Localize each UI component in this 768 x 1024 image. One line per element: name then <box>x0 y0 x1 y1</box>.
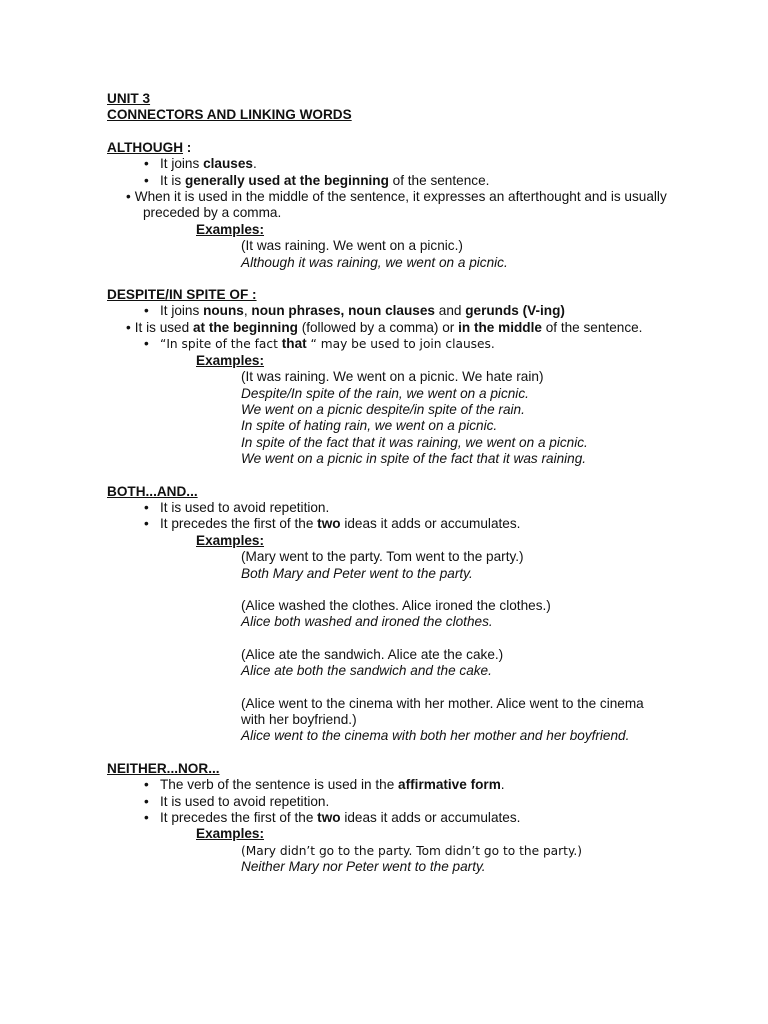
examples-label: Examples: <box>196 352 265 368</box>
bullet-icon: • <box>144 172 149 188</box>
bullet-item: • It is used to avoid repetition. <box>144 499 330 515</box>
example-line: Neither Mary nor Peter went to the party. <box>241 859 486 875</box>
example-line: (Alice ate the sandwich. Alice ate the cake.) <box>241 646 504 662</box>
example-line: (It was raining. We went on a picnic. We hate rain) <box>241 369 544 385</box>
bullet-item: • It joins nouns, noun phrases, noun clauses and gerunds (V-ing) <box>144 303 565 319</box>
bullet-icon: • <box>144 303 149 319</box>
examples-label: Examples: <box>196 826 265 842</box>
section-heading: BOTH...AND... <box>107 483 198 499</box>
section-heading: DESPITE/IN SPITE OF : <box>107 287 257 303</box>
example-line: We went on a picnic despite/in spite of the rain. <box>241 401 525 417</box>
example-line: (Alice went to the cinema with her mother. Alice went to the cinema <box>241 695 644 711</box>
section-heading: NEITHER...NOR... <box>107 760 220 776</box>
bullet-item: • When it is used in the middle of the sentence, it expresses an afterthought and is usually preceded by a comma. <box>126 189 667 221</box>
bullet-item: • It precedes the first of the two ideas it adds or accumulates. <box>144 810 521 826</box>
section-neither-nor <box>107 761 667 876</box>
example-line: Alice both washed and ironed the clothes. <box>241 614 493 630</box>
example-line: Alice went to the cinema with both her mother and her boyfriend. <box>241 728 630 744</box>
example-line: (It was raining. We went on a picnic.) <box>241 238 463 254</box>
bullet-icon: • <box>144 336 149 352</box>
bullet-icon: • <box>144 777 149 793</box>
bullet-icon: • <box>126 319 131 335</box>
bullet-icon: • <box>126 189 131 205</box>
bullet-item: • It precedes the first of the two ideas it adds or accumulates. <box>144 516 521 532</box>
section-despite <box>107 287 667 467</box>
bullet-icon: • <box>144 499 149 515</box>
example-line: Alice ate both the sandwich and the cake. <box>241 663 492 679</box>
example-line: Despite/In spite of the rain, we went on a picnic. <box>241 385 529 401</box>
example-line: In spite of the fact that it was raining, we went on a picnic. <box>241 434 588 450</box>
unit-title: UNIT 3 <box>107 91 151 106</box>
bullet-item: • It is used at the beginning (followed by a comma) or in the middle of the sentence. <box>126 319 643 335</box>
example-line: We went on a picnic in spite of the fact that it was raining. <box>241 451 587 467</box>
bullet-item: • It is generally used at the beginning of the sentence. <box>144 172 490 188</box>
bullet-item: • The verb of the sentence is used in the affirmative form. <box>144 777 505 793</box>
document-title: CONNECTORS AND LINKING WORDS <box>107 107 352 123</box>
bullet-item: • “In spite of the fact that “ may be used to join clauses. <box>144 336 495 352</box>
section-both-and <box>107 484 667 745</box>
section-although <box>107 140 667 271</box>
example-line: (Mary didn’t go to the party. Tom didn’t go to the party.) <box>241 843 583 858</box>
bullet-icon: • <box>144 516 149 532</box>
example-line: (Mary went to the party. Tom went to the party.) <box>241 549 524 565</box>
example-line: (Alice washed the clothes. Alice ironed the clothes.) <box>241 597 551 613</box>
example-line: Both Mary and Peter went to the party. <box>241 565 473 581</box>
bullet-icon: • <box>144 156 149 172</box>
bullet-item: • It joins clauses. <box>144 156 257 172</box>
section-heading: ALTHOUGH : <box>107 139 192 155</box>
example-line: In spite of hating rain, we went on a picnic. <box>241 418 498 434</box>
bullet-icon: • <box>144 793 149 809</box>
examples-label: Examples: <box>196 532 265 548</box>
bullet-icon: • <box>144 810 149 826</box>
example-line: with her boyfriend.) <box>241 712 357 727</box>
examples-label: Examples: <box>196 221 265 237</box>
example-line: Although it was raining, we went on a picnic. <box>241 254 508 270</box>
bullet-item: • It is used to avoid repetition. <box>144 793 330 809</box>
document-page <box>107 91 667 876</box>
